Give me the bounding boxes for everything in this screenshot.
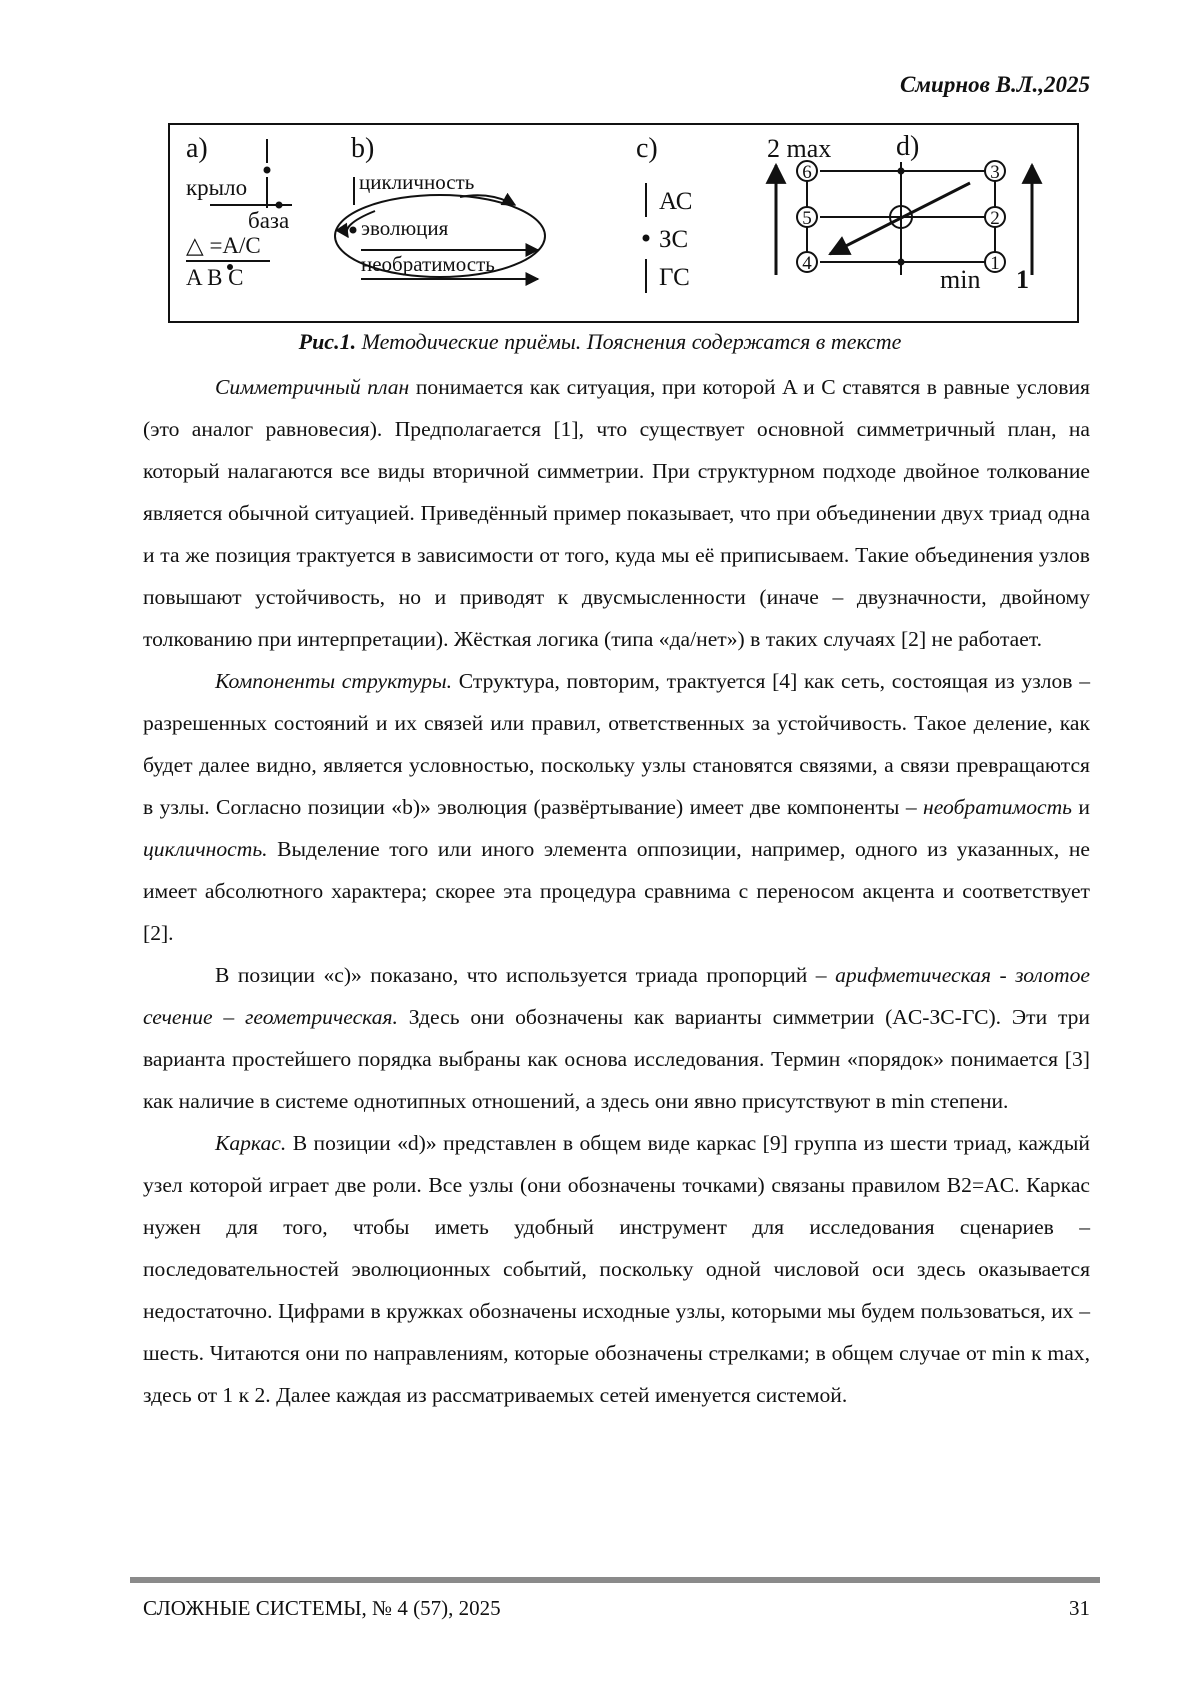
circled-node-6 [797,161,817,183]
paragraph-proportions: В позиции «c)» показано, что используется триада пропорций – арифметическая - золотое сечение – геометрическая. Здесь они обозначены как варианты симметрии (AC-ЗС-ГС). Эти три варианта простейшего порядка выбраны как основа исследования. Термин «порядок» понимается [3] как наличие в системе однотипных отношений, а здесь они явно присутствуют в min степени. [143,954,1090,1122]
panel-d-one: 1 [1016,265,1029,294]
term-structure-components: Компоненты структуры. [215,669,452,693]
caption-text: Методические приёмы. Пояснения содержатся в тексте [356,329,901,354]
footer-divider [130,1577,1100,1583]
panel-d-max: 2 max [767,134,831,163]
circled-node-1 [985,252,1005,274]
panel-c-ac: АС [659,188,692,215]
panel-b-tag: b) [351,133,374,164]
footer-journal: СЛОЖНЫЕ СИСТЕМЫ, № 4 (57), 2025 [143,1596,501,1621]
panel-a-letters: A B C [186,265,244,290]
panel-b-evolution: эволюция [361,216,449,240]
figure-diagram [170,125,1076,320]
panel-a [186,133,292,290]
figure-1 [168,123,1079,323]
panel-c-zs: ЗС [659,226,688,253]
node-dot [350,227,357,234]
svg-text:3: 3 [990,162,1000,183]
panel-c-gs: ГС [659,264,690,291]
panel-c [636,133,692,293]
article-body [143,366,1090,1416]
panel-d-min: min [940,265,980,294]
circled-node-4 [797,252,817,274]
term-frame: Каркас. [215,1131,286,1155]
svg-text:2: 2 [990,208,1000,229]
panel-b-cyclicity: цикличность [359,170,474,194]
paragraph-symmetric-plan: Симметричный план понимается как ситуация, при которой A и C ставятся в равные условия (это аналог равновесия). Предполагается [1], что существует основной симметричный план, на который налагаются все виды вторичной симметрии. При структурном подходе двойное толкование является обычной ситуацией. Приведённый пример показывает, что при объединении двух триад одна и та же позиция трактуется в зависимости от того, куда мы её приписываем. Такие объединения узлов повышают устойчивость, но и приводят к двусмысленности (иначе – двузначности, двойному толкованию при интерпретации). Жёсткая логика (типа «да/нет») в таких случаях [2] не работает. [143,366,1090,660]
node-dot [643,235,650,242]
node-dot [898,259,905,266]
term-symmetric-plan: Симметричный план [215,375,409,399]
circled-node-5 [797,207,817,229]
node-dot [264,167,271,174]
figure-caption [0,329,1200,355]
svg-text:4: 4 [802,253,812,274]
panel-d-tag: d) [896,131,919,162]
panel-a-wing: крыло [186,175,247,200]
circled-node-3 [985,161,1005,183]
term-proportions: арифметическая - золотое сечение – геометрическая. [143,963,1090,1029]
svg-text:6: 6 [802,162,812,183]
paragraph-structure-components: Компоненты структуры. Структура, повторим, трактуется [4] как сеть, состоящая из узлов – разрешенных состояний и их связей или правил, ответственных за устойчивость. Такое деление, как будет далее видно, является условностью, поскольку узлы становятся связями, а связи превращаются в узлы. Согласно позиции «b)» эволюция (развёртывание) имеет две компоненты – необратимость и цикличность. Выделение того или иного элемента оппозиции, например, одного из указанных, не имеет абсолютного характера; скорее эта процедура сравнима с переносом акцента и соответствует [2]. [143,660,1090,954]
panel-c-tag: c) [636,133,658,164]
page-number: 31 [1069,1596,1090,1621]
svg-text:5: 5 [802,208,812,229]
panel-a-tag: a) [186,133,208,164]
panel-a-base: база [248,208,289,233]
paragraph-frame: Каркас. В позиции «d)» представлен в общем виде каркас [9] группа из шести триад, каждый узел которой играет две роли. Все узлы (они обозначены точками) связаны правилом B2=AC. Каркас нужен для того, чтобы иметь удобный инструмент для исследования сценариев – последовательностей эволюционных событий, поскольку одной числовой оси здесь оказывается недостаточно. Цифрами в кружках обозначены исходные узлы, которыми мы будем пользоваться, их – шесть. Читаются они по направлениям, которые обозначены стрелками; в общем случае от min к max, здесь от 1 к 2. Далее каждая из рассматриваемых сетей именуется системой. [143,1122,1090,1416]
circled-node-2 [985,207,1005,229]
node-dot [898,168,905,175]
panel-d [767,131,1032,294]
panel-a-formula: △ =A/C [186,233,261,258]
panel-b-irreversibility: необратимость [361,252,495,276]
caption-label: Рис.1. [299,329,356,354]
header-author: Смирнов В.Л.,2025 [900,72,1090,98]
svg-text:1: 1 [990,253,1000,274]
panel-b [335,133,545,279]
